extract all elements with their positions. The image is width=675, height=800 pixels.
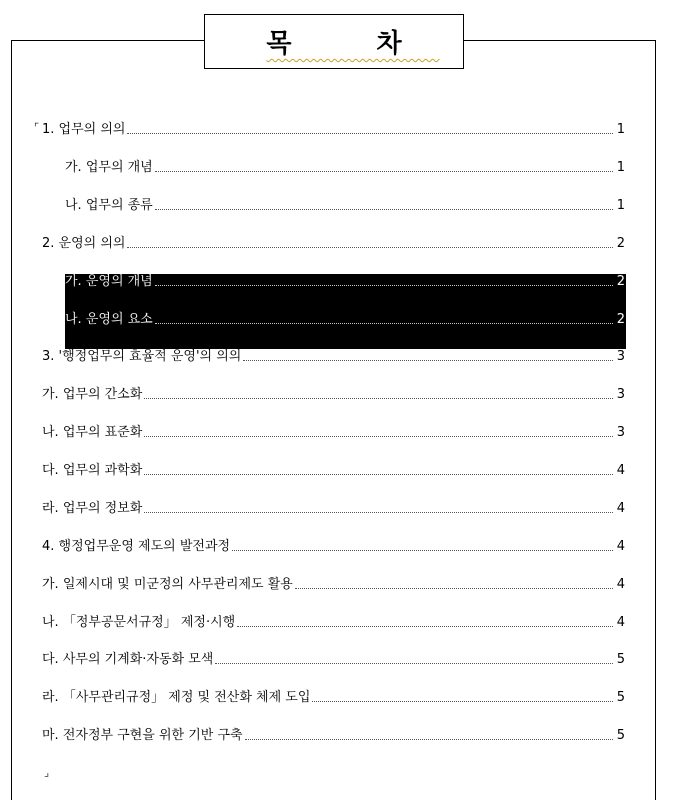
toc-entry-page: 4 [616,501,625,516]
toc-entry-page: 5 [616,690,625,705]
toc-entry-label: 나. 업무의 표준화 [42,425,143,440]
toc-entry[interactable] [42,383,625,403]
toc-entry-label: 3. '행정업무의 효율적 운영'의 의의 [42,349,242,364]
toc-entry-label: 라. 업무의 정보화 [42,501,143,516]
toc-entry-page: 1 [616,122,625,137]
leader-dots [144,397,612,399]
toc-entry[interactable] [42,611,625,631]
leader-dots [232,549,613,551]
toc-entry-page: 1 [616,198,625,213]
toc-entry-label: 가. 일제시대 및 미군정의 사무관리제도 활용 [42,577,293,592]
toc-entry-page: 5 [616,652,625,667]
toc-entry-page: 4 [616,539,625,554]
leader-dots [155,322,613,324]
toc-entry-page: 1 [616,160,625,175]
toc-entry-label: 나. 「정부공문서규정」 제정·시행 [42,615,236,630]
toc-entry-page: 2 [616,236,625,251]
toc-entry-label: 나. 업무의 종류 [65,198,153,213]
toc-entry-page: 4 [616,577,625,592]
leader-dots [237,625,612,627]
paragraph-end-mark: ⌟ [44,766,50,779]
leader-dots [295,587,613,589]
toc-entry[interactable] [42,459,625,479]
toc-entry[interactable] [65,270,625,290]
toc-entry[interactable] [65,308,625,328]
toc-entry[interactable] [42,573,625,593]
leader-dots [155,208,613,210]
leader-dots [127,246,612,248]
toc-entry-label: 마. 전자정부 구현을 위한 기반 구축 [42,728,243,743]
toc-entry-page: 4 [616,463,625,478]
toc-entry-label: 나. 운영의 요소 [65,312,153,327]
leader-dots [215,662,612,664]
toc-entry[interactable] [42,724,625,744]
toc-entry-label: 다. 사무의 기계화·자동화 모색 [42,652,214,667]
toc-entry-page: 5 [616,728,625,743]
toc-entry[interactable] [65,156,625,176]
toc-entry[interactable] [42,535,625,555]
toc-entry-label: 다. 업무의 과학화 [42,463,143,478]
leader-dots [144,473,612,475]
toc-entry[interactable] [42,648,625,668]
leader-dots [312,700,612,702]
toc-entry[interactable] [42,345,625,365]
toc-entry-page: 2 [616,312,625,327]
toc-entry[interactable] [42,232,625,252]
toc-entry-page: 3 [616,349,625,364]
leader-dots [155,284,613,286]
leader-dots [144,435,612,437]
paragraph-start-mark: ⌜ [34,121,40,134]
toc-entry-label: 2. 운영의 의의 [42,236,126,251]
toc-entry-label: 4. 행정업무운영 제도의 발전과정 [42,539,231,554]
title-box [204,14,464,69]
toc-entry[interactable] [42,118,625,138]
toc-entry-label: 가. 운영의 개념 [65,274,153,289]
page-title: 목 차 [266,29,440,59]
toc-entry[interactable] [42,686,625,706]
leader-dots [144,511,612,513]
toc-entry-label: 가. 업무의 개념 [65,160,153,175]
toc-entry[interactable] [65,194,625,214]
toc-entry-page: 4 [616,615,625,630]
leader-dots [127,132,612,134]
toc-entry[interactable] [42,497,625,517]
toc-entry-page: 3 [616,425,625,440]
leader-dots [243,359,612,361]
toc-entry-page: 2 [616,274,625,289]
toc-entry[interactable] [42,421,625,441]
leader-dots [245,738,613,740]
toc-entry-label: 1. 업무의 의의 [42,122,126,137]
leader-dots [155,170,613,172]
toc-entry-label: 라. 「사무관리규정」 제정 및 전산화 체제 도입 [42,690,311,705]
toc-entry-page: 3 [616,387,625,402]
toc-entry-label: 가. 업무의 간소화 [42,387,143,402]
